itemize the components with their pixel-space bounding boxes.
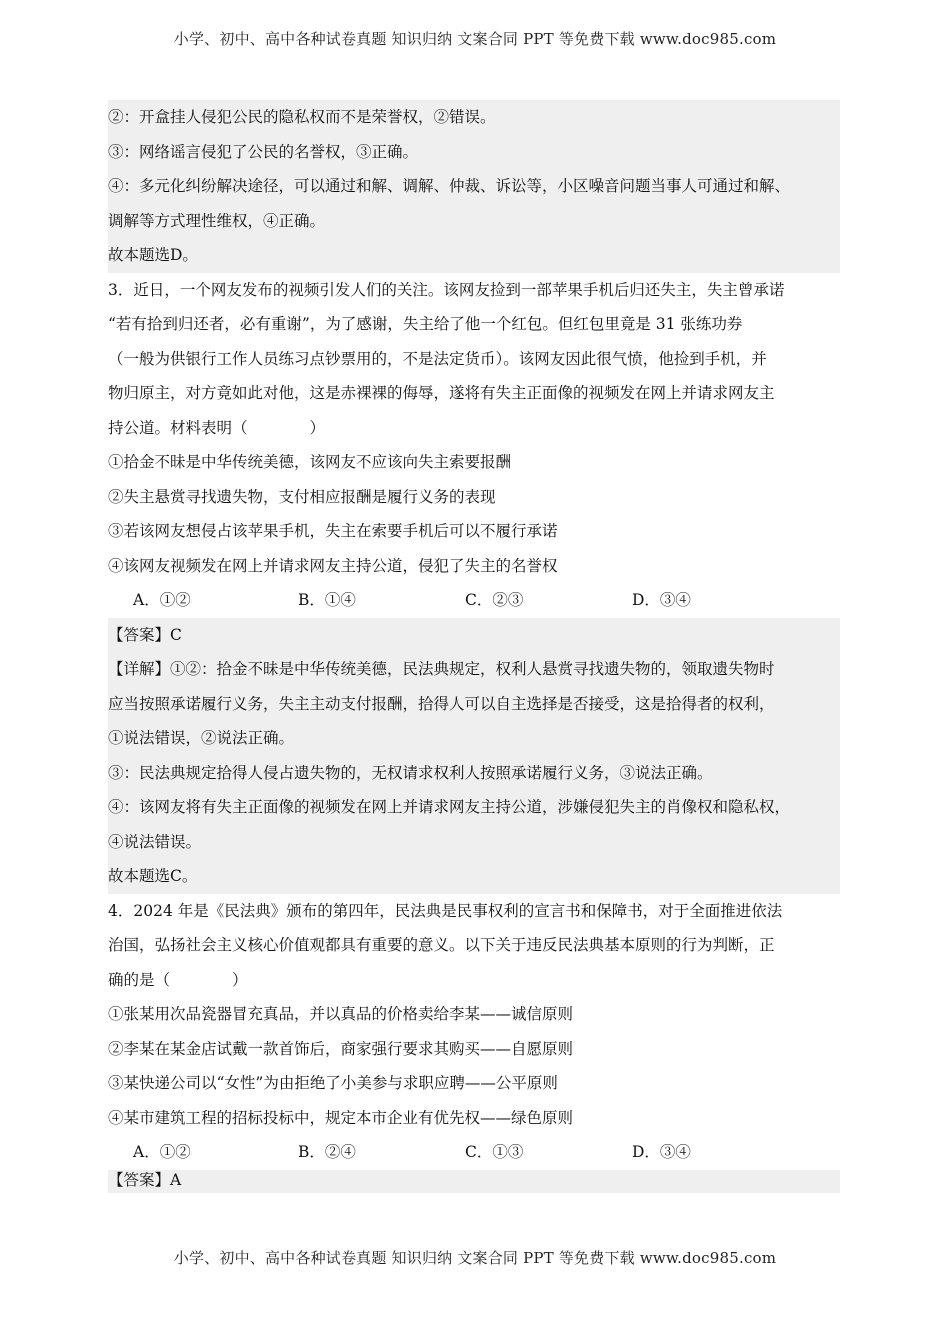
analysis-line: ④说法错误。 [108, 825, 840, 860]
statement-item: ①张某用次品瓷器冒充真品，并以真品的价格卖给李某——诚信原则 [108, 1005, 574, 1023]
option-c: C．①③ [465, 1143, 524, 1161]
analysis-line: ④：多元化纠纷解决途径，可以通过和解、调解、仲裁、诉讼等，小区噪音问题当事人可通过和解、 [108, 169, 840, 204]
analysis-line: ④：该网友将有失主正面像的视频发在网上并请求网友主持公道，涉嫌侵犯失主的肖像权和隐私权， [108, 790, 840, 825]
page-header: 小学、初中、高中各种试卷真题 知识归纳 文案合同 PPT 等免费下载 www.doc985.com [173, 30, 777, 48]
option-c: C．②③ [465, 591, 524, 609]
statement-item: ②李某在某金店试戴一款首饰后，商家强行要求其购买——自愿原则 [108, 1039, 574, 1058]
question-stem-line: 确的是（ ） [108, 970, 248, 989]
statement-item: ③若该网友想侵占该苹果手机，失主在索要手机后可以不履行承诺 [108, 522, 558, 540]
answer-label: 【答案】A [108, 1170, 840, 1193]
question-stem-line: 物归原主，对方竟如此对他，这是赤裸裸的侮辱，遂将有失主正面像的视频发在网上并请求网友主 [108, 384, 775, 402]
option-b: B．②④ [298, 1143, 356, 1161]
statement-item: ②失主悬赏寻找遗失物，支付相应报酬是履行义务的表现 [108, 487, 496, 506]
question-stem-line: 治国，弘扬社会主义核心价值观都具有重要的意义。以下关于违反民法典基本原则的行为判断，正 [108, 936, 775, 954]
question-4 [108, 894, 840, 1193]
question-stem-line: 持公道。材料表明（ ） [108, 418, 326, 437]
document-body [108, 100, 840, 1193]
option-d: D．③④ [632, 591, 691, 609]
answer-options [108, 1135, 840, 1170]
analysis-line: ③：网络谣言侵犯了公民的名誉权，③正确。 [108, 135, 840, 170]
option-d: D．③④ [632, 1143, 691, 1161]
statement-item: ④某市建筑工程的招标投标中，规定本市企业有优先权——绿色原则 [108, 1108, 574, 1127]
option-a: A．①② [133, 1143, 191, 1161]
answer-options [108, 583, 840, 618]
analysis-line: ②：开盒挂人侵犯公民的隐私权而不是荣誉权，②错误。 [108, 100, 840, 135]
analysis-line: ①说法错误，②说法正确。 [108, 721, 840, 756]
option-b: B．①④ [298, 591, 356, 609]
statement-item: ③某快递公司以“女性”为由拒绝了小美参与求职应聘——公平原则 [108, 1074, 558, 1092]
question-stem-line: “若有拾到归还者，必有重谢”，为了感谢，失主给了他一个红包。但红包里竟是 31 张练功券 [108, 315, 743, 333]
option-a: A．①② [133, 591, 191, 609]
prev-analysis [108, 100, 840, 273]
question-stem-line: 3．近日，一个网友发布的视频引发人们的关注。该网友捡到一部苹果手机后归还失主，失主曾承诺 [108, 280, 785, 299]
analysis-line: 应当按照承诺履行义务，失主主动支付报酬，拾得人可以自主选择是否接受，这是拾得者的权利， [108, 687, 840, 722]
statement-item: ④该网友视频发在网上并请求网友主持公道，侵犯了失主的名誉权 [108, 556, 558, 575]
question-stem-line: （一般为供银行工作人员练习点钞票用的，不是法定货币）。该网友因此很气愤，他捡到手机，并 [108, 349, 767, 368]
analysis-line: ③：民法典规定拾得人侵占遗失物的，无权请求权利人按照承诺履行义务，③说法正确。 [108, 756, 840, 791]
analysis-line: 【详解】①②：拾金不昧是中华传统美德，民法典规定，权利人悬赏寻找遗失物的，领取遗失物时 [108, 652, 840, 687]
analysis-line: 调解等方式理性维权，④正确。 [108, 204, 840, 239]
page-footer: 小学、初中、高中各种试卷真题 知识归纳 文案合同 PPT 等免费下载 www.doc985.com [173, 1249, 777, 1267]
analysis-line: 故本题选D。 [108, 238, 840, 273]
question-stem-line: 4．2024 年是《民法典》颁布的第四年，民法典是民事权利的宣言书和保障书，对于全面推进依法 [108, 901, 783, 920]
statement-item: ①拾金不昧是中华传统美德，该网友不应该向失主索要报酬 [108, 453, 512, 471]
question-3 [108, 273, 840, 894]
analysis-line: 故本题选C。 [108, 859, 840, 894]
answer-label: 【答案】C [108, 618, 840, 653]
